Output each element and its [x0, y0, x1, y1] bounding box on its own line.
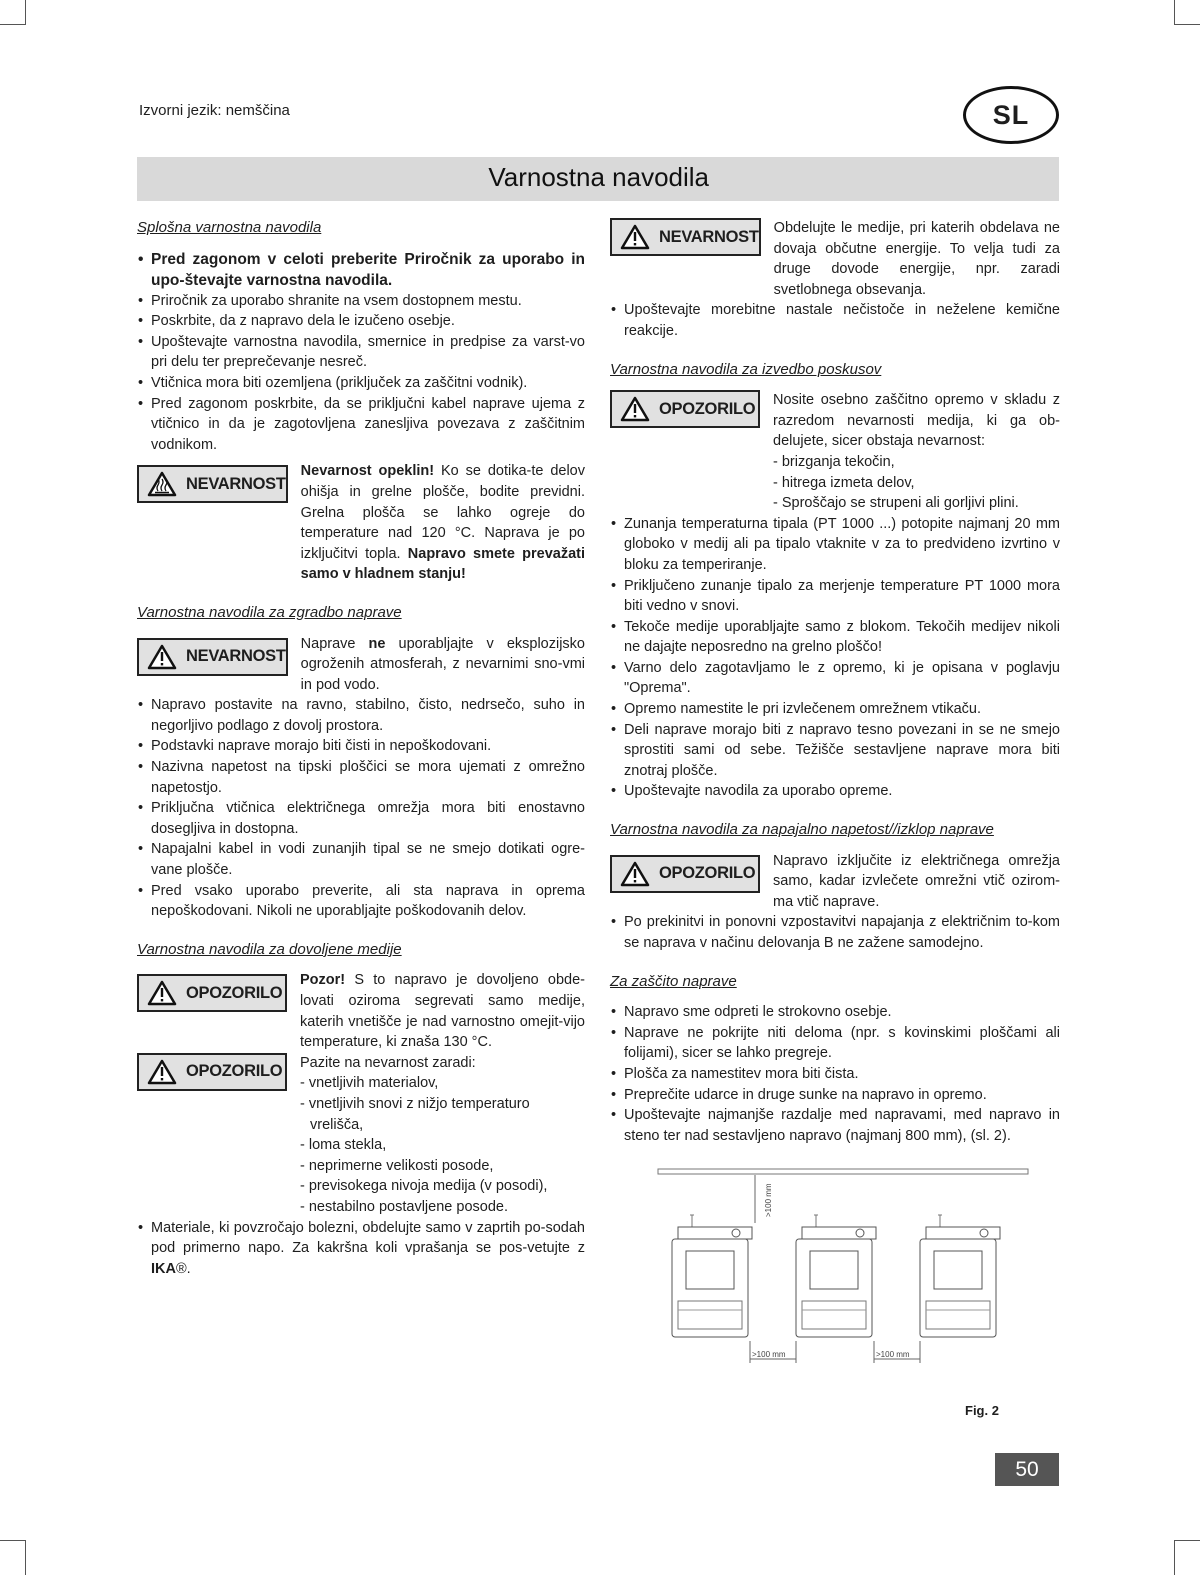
warning-label-text: OPOZORILO: [186, 1062, 283, 1081]
list-item: • Pred zagonom poskrbite, da se priključni kabel naprave ujema z vtičnico in da je zagotovljena zanesljiva povezava z zaščitnim vodnikom.: [137, 394, 585, 456]
page-title: Varnostna navodila: [488, 162, 709, 192]
hazard-line: - previsokega nivoja medija (v posodi),: [300, 1178, 548, 1195]
warning-label: [610, 855, 760, 893]
list-item: • Poskrbite, da z napravo dela le izučeno osebje.: [137, 311, 585, 332]
warning-triangle-icon: [147, 644, 177, 670]
list-item: • Naprave ne pokrijte niti deloma (npr. s kovinskimi ploščami ali folijami), sicer se lahko pregreje.: [610, 1023, 1060, 1064]
crop-mark: [1174, 1540, 1175, 1575]
section-heading-general: Splošna varnostna navodila: [137, 219, 322, 236]
section-heading-experiment: Varnostna navodila za izvedbo poskusov: [610, 360, 882, 378]
hazard-line: vrelišča,: [310, 1116, 364, 1133]
list-item: • Upoštevajte varnostna navodila, smernice in predpise za varst-vo pri delu ter preprečevanje nesreč.: [137, 332, 585, 373]
device-unit: [920, 1215, 1000, 1337]
crop-mark: [0, 24, 26, 25]
list-item: • Napajalni kabel in vodi zunanjih tipal se ne smejo dotikati ogre-vane plošče.: [137, 839, 585, 880]
list-item: • Priročnik za uporabo shranite na vsem dostopnem mestu.: [137, 291, 585, 312]
warning-triangle-icon: [620, 224, 650, 250]
hazard-line: - vnetljivih snovi z nižjo temperaturo: [300, 1095, 530, 1112]
figure-caption: Fig. 2: [965, 1403, 999, 1418]
crop-mark: [1174, 1540, 1200, 1541]
warning-label-text: OPOZORILO: [659, 399, 756, 418]
warning-block-burn: [137, 461, 585, 585]
list-item: • Upoštevajte navodila za uporabo opreme.: [610, 781, 1060, 802]
warning-block-ppe: [610, 390, 1060, 514]
list-item: [137, 1218, 585, 1280]
gap-label-1: >100 mm: [752, 1350, 786, 1359]
list-item: • Napravo postavite na ravno, stabilno, čisto, nedrsečo, suho in negorljivo podlago z dovolj prostora.: [137, 695, 585, 736]
list-item: • Zunanja temperaturna tipala (PT 1000 ...) potopite najmanj 20 mm globoko v medij ali pa tipalo vtaknite v za to predvideno izvrtino v bloku za temperiranje.: [610, 514, 1060, 576]
gap-label-2: >100 mm: [876, 1350, 910, 1359]
danger-label-text: NEVARNOST: [659, 227, 759, 246]
section-heading-power: Varnostna navodila za napajalno napetost//izklop naprave: [610, 821, 994, 839]
warning-block-power: [610, 851, 1060, 913]
crop-mark: [25, 1540, 26, 1575]
crop-mark: [1174, 0, 1175, 25]
list-item-end: ®.: [175, 1260, 191, 1277]
warning-label: [137, 1053, 287, 1091]
list-item: • Opremo namestite le pri izvlečenem omrežnem vtikaču.: [610, 699, 1060, 720]
warning-text: [773, 390, 1060, 514]
warning-body: Ko se dotika-te delov ohišja in grelne plošče, bodite previdni. Grelna plošča se lahko ogreje do temperature nad 120 °C. Naprava je po izključitvi topla.: [300, 463, 585, 562]
media-list: [137, 1218, 585, 1280]
danger-label-text: NEVARNOST: [186, 647, 286, 666]
list-item: • Upoštevajte morebitne nastale nečistoče in neželene kemične reakcije.: [610, 300, 1060, 341]
list-item: • Pred zagonom v celoti preberite Priročnik za uporabo in upo-števajte varnostna navodila.: [137, 249, 585, 291]
hazard-line: - vnetljivih materialov,: [300, 1075, 439, 1092]
warning-label-text: OPOZORILO: [659, 864, 756, 883]
warning-text: [300, 1053, 585, 1218]
construction-list: [137, 695, 585, 922]
warning-body: uporabljajte v eksplozijsko ogroženih atmosferah, z nevarnimi sno-vmi in pod vodo.: [300, 635, 585, 693]
spacing-diagram: [650, 1165, 1035, 1375]
hazard-line: - hitrega izmeta delov,: [773, 474, 915, 491]
list-item: • Vtičnica mora biti ozemljena (priključek za zaščitni vodnik).: [137, 373, 585, 394]
list-item: • Plošča za namestitev mora biti čista.: [610, 1064, 1060, 1085]
section-heading-media: Varnostna navodila za dovoljene medije: [137, 940, 402, 958]
device-unit: [672, 1215, 752, 1337]
title-bar: [137, 157, 1059, 201]
danger-label: [610, 218, 761, 256]
warning-label: [137, 974, 287, 1012]
warning-triangle-icon: [620, 861, 650, 887]
list-item: • Po prekinitvi in ponovni vzpostavitvi napajanja z električnim to-kom se naprava v načinu delovanja B ne zažene samodejno.: [610, 912, 1060, 953]
list-item: • Deli naprave morajo biti z napravo tesno povezani in se ne smejo sprostiti sami od sebe. Težišče sestavljene naprave mora biti znotraj plošče.: [610, 720, 1060, 782]
warning-text: [301, 461, 585, 585]
list-item: • Tekoče medije uporabljajte samo z blokom. Tekočih medijev nikoli ne dajajte neposredno na grelno ploščo!: [610, 617, 1060, 658]
warning-emphasis: ne: [368, 635, 386, 652]
section-heading-protection: Za zaščito naprave: [610, 972, 737, 990]
protection-list: [610, 1002, 1060, 1146]
hazard-line: - nestabilno postavljene posode.: [300, 1198, 508, 1215]
list-item: • Napravo sme odpreti le strokovno osebje.: [610, 1002, 1060, 1023]
warning-block-energy: [610, 218, 1060, 300]
warning-intro: Pazite na nevarnost zaradi:: [300, 1054, 476, 1071]
hazard-line: - Sproščajo se strupeni ali gorljivi plini.: [773, 495, 1019, 512]
danger-label: [137, 638, 288, 676]
right-column: [610, 218, 1060, 1146]
brand-name: IKA: [151, 1260, 176, 1277]
list-item: • Upoštevajte najmanjše razdalje med napravami, med napravo in steno ter nad sestavljeno napravo (najmanj 800 mm), (sl. 2).: [610, 1105, 1060, 1146]
crop-mark: [0, 1540, 26, 1541]
warning-emphasis: Nevarnost opeklin!: [300, 463, 435, 480]
warning-text: [300, 970, 585, 1052]
clearance-label-top: >100 mm: [764, 1183, 773, 1217]
crop-mark: [1174, 24, 1200, 25]
bold-list: [137, 249, 585, 291]
energy-list: [610, 300, 1060, 341]
warning-text: Obdelujte le medije, pri katerih obdelava ne dovaja občutne energije. To velja tudi za druge dovode energije, npr. zaradi svetlobnega obsevanja.: [773, 220, 1060, 298]
power-list: [610, 912, 1060, 953]
warning-emphasis: Napravo smete prevažati samo v hladnem stanju!: [300, 545, 586, 583]
warning-block-explosion: [137, 634, 585, 696]
list-item: • Pred vsako uporabo preverite, ali sta naprava in oprema nepoškodovani. Nikoli ne uporabljajte poškodovanih delov.: [137, 881, 585, 922]
list-item: • Podstavki naprave morajo biti čisti in nepoškodovani.: [137, 736, 585, 757]
device-unit: [796, 1215, 876, 1337]
warning-text: [301, 634, 585, 696]
warning-text: Napravo izključite iz električnega omrežja samo, kadar izvlečete omrežni vtič ozirom-ma vtič naprave.: [773, 852, 1060, 910]
list-item: • Priključeno zunanje tipalo za merjenje temperature PT 1000 mora biti vedno v snovi.: [610, 576, 1060, 617]
shelf-line: [658, 1169, 1028, 1174]
section-heading-construction: Varnostna navodila za zgradbo naprave: [137, 603, 402, 621]
list-item: • Nazivna napetost na tipski ploščici se mora ujemati z omrežno napetostjo.: [137, 757, 585, 798]
language-badge: SL: [963, 86, 1059, 144]
warning-triangle-icon: [620, 396, 650, 422]
list-item: • Preprečite udarce in druge sunke na napravo in opremo.: [610, 1085, 1060, 1106]
hazard-line: - neprimerne velikosti posode,: [300, 1157, 494, 1174]
danger-label: [137, 465, 288, 503]
warning-block-media: [137, 970, 585, 1052]
list-item: • Priključna vtičnica električnega omrežja mora biti enostavno dosegljiva in dostopna.: [137, 798, 585, 839]
warning-label: [610, 390, 760, 428]
warning-block-hazards: [137, 1053, 585, 1218]
warning-label-text: OPOZORILO: [186, 984, 283, 1003]
general-list: [137, 291, 585, 456]
warning-body: Naprave: [300, 635, 369, 652]
hazard-line: - loma stekla,: [300, 1137, 387, 1154]
warning-triangle-icon: [147, 1059, 177, 1085]
list-item: • Varno delo zagotavljamo le z opremo, ki je opisana v poglavju "Oprema".: [610, 658, 1060, 699]
warning-emphasis: Pozor!: [300, 972, 346, 989]
experiment-list: [610, 514, 1060, 802]
left-column: [137, 218, 585, 1279]
list-item-text: Materiale, ki povzročajo bolezni, obdelujte samo v zaprtih po-sodah pod primerno napo. Za kakršna koli vprašanja se pos-vetujte z: [151, 1219, 585, 1257]
warning-intro: Nosite osebno zaščitno opremo v skladu z razredom nevarnosti medija, ki ga ob-delujete, sicer obstaja nevarnost:: [773, 392, 1060, 450]
hazard-line: - brizganja tekočin,: [773, 453, 895, 470]
hot-surface-icon: [147, 471, 177, 497]
warning-triangle-icon: [147, 980, 177, 1006]
danger-label-text: NEVARNOST: [186, 475, 286, 494]
page-number: 50: [995, 1453, 1059, 1486]
crop-mark: [25, 0, 26, 25]
original-language-note: Izvorni jezik: nemščina: [139, 102, 290, 119]
warning-body: S to napravo je dovoljeno obde-lovati oziroma segrevati samo medije, katerih vnetišče je nad varnostno omejit-vijo temperature, ki znaša 130 °C.: [300, 972, 585, 1051]
